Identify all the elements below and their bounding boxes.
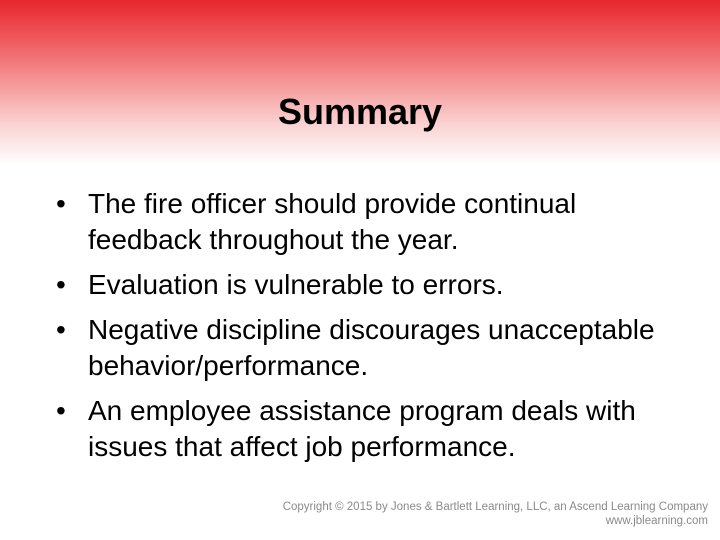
website-link[interactable]: www.jblearning.com [605,515,708,527]
bullet-item [56,267,686,303]
copyright-notice: Copyright © 2015 by Jones & Bartlett Learning, LLC, an Ascend Learning Company [282,501,708,513]
slide-footer [283,500,708,528]
bullet-item [56,312,686,384]
bullet-list [56,186,686,474]
bullet-text: Evaluation is vulnerable to errors. [88,269,504,300]
bullet-icon: • [56,314,66,345]
bullet-icon: • [56,188,66,219]
bullet-text: An employee assistance program deals with issues that affect job performance. [88,395,636,462]
bullet-text: The fire officer should provide continual feedback throughout the year. [88,188,577,255]
bullet-item [56,186,686,258]
bullet-text: Negative discipline discourages unacceptable behavior/performance. [88,314,655,381]
bullet-icon: • [56,395,66,426]
bullet-item [56,393,686,465]
slide-title: Summary [277,91,443,132]
bullet-icon: • [56,269,66,300]
